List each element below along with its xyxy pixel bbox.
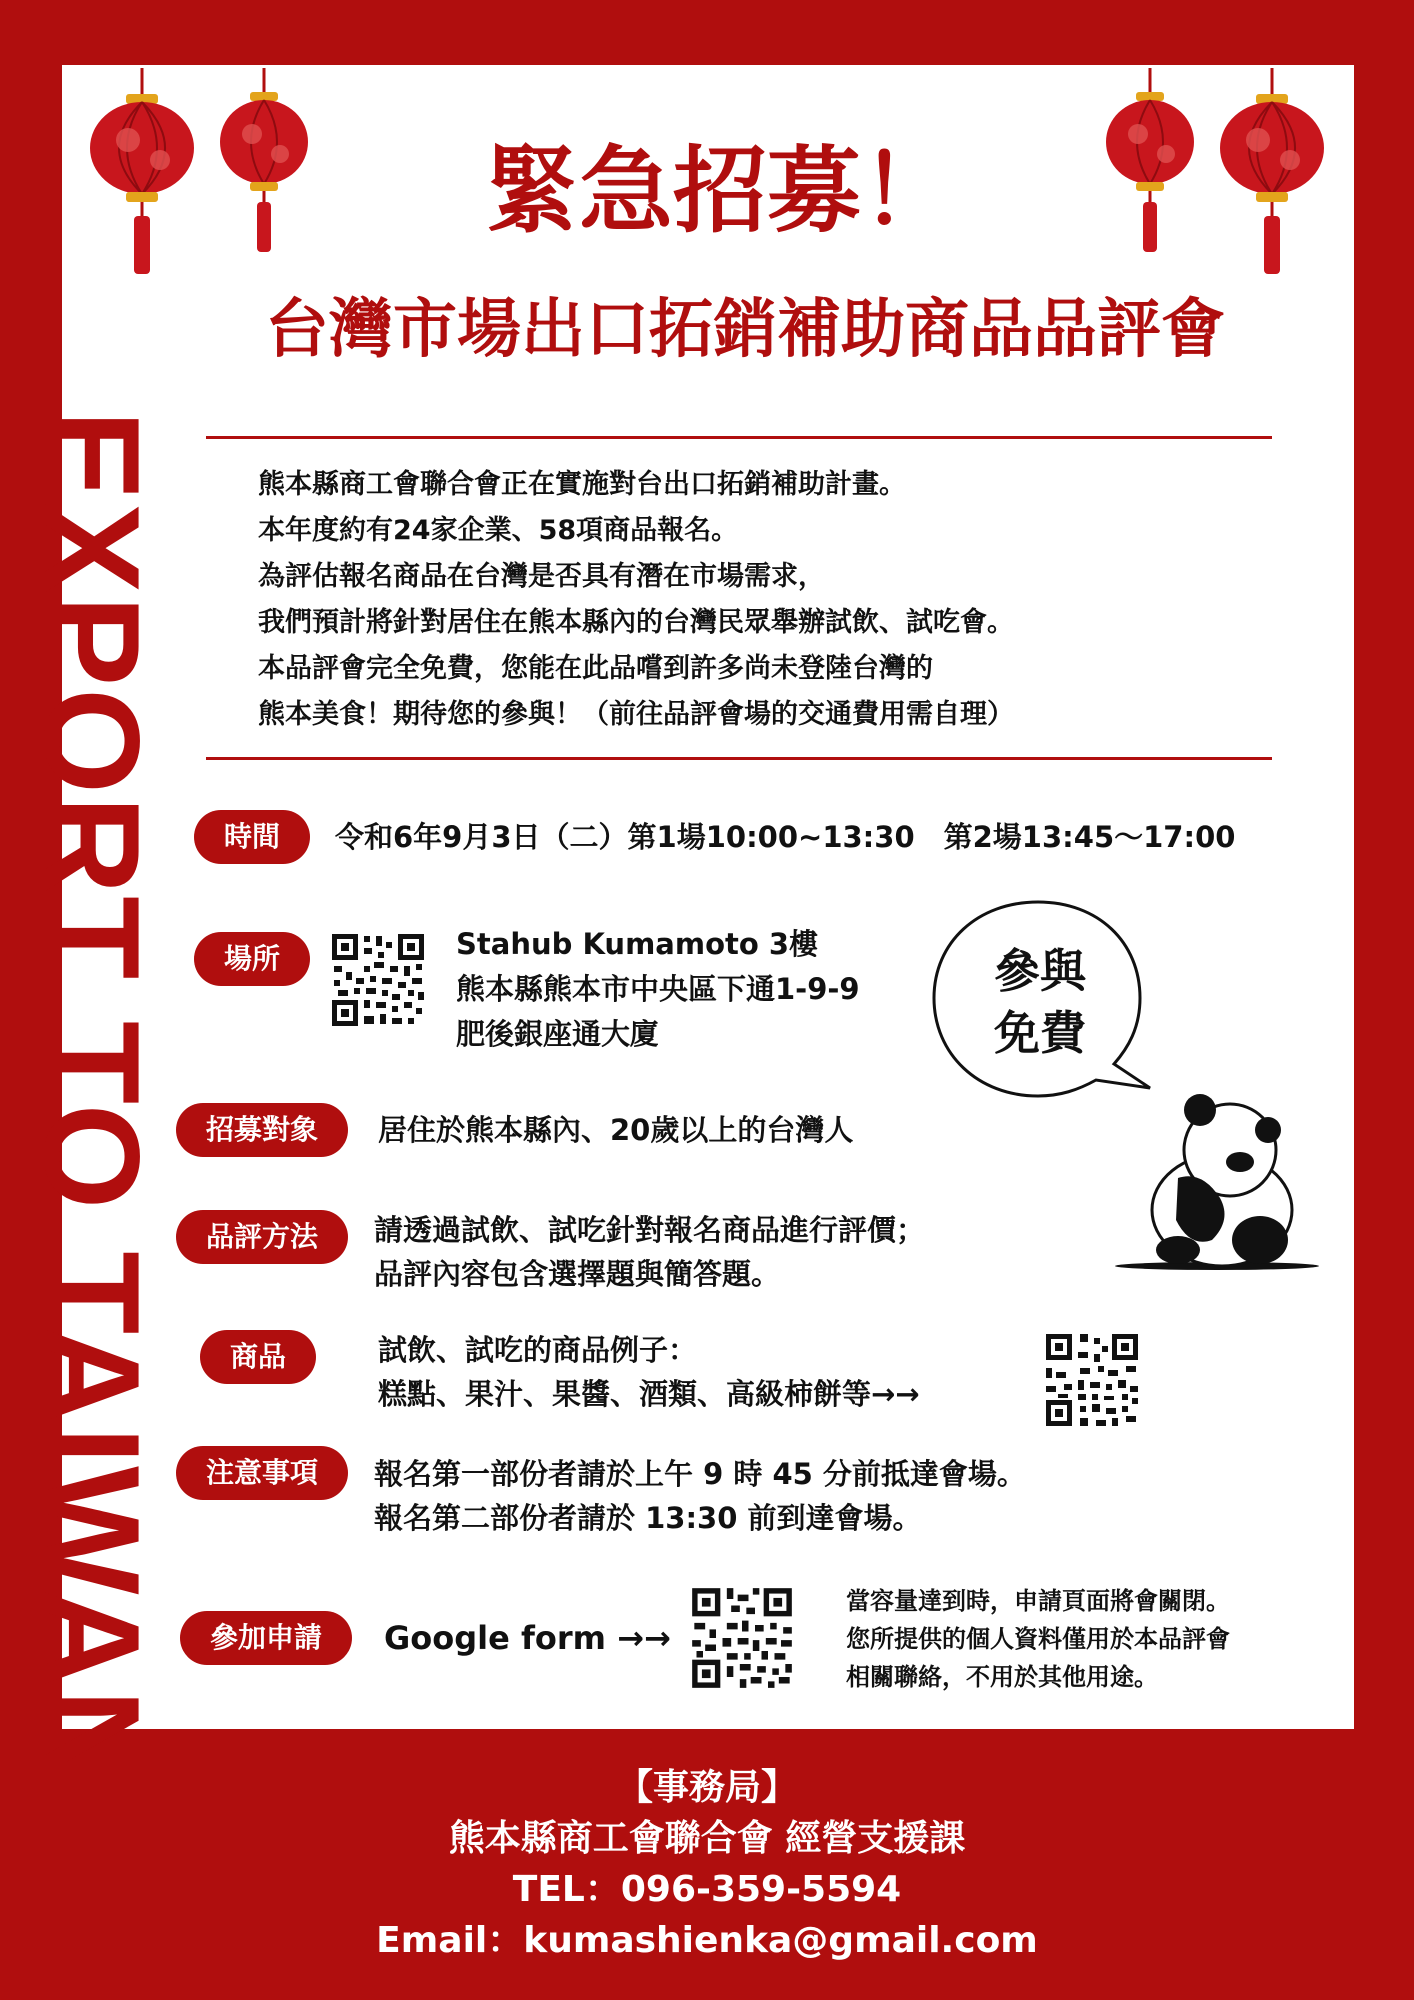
time-badge: 時間: [194, 810, 310, 864]
page-subtitle: 台灣市場出口拓銷補助商品品評會: [265, 293, 1225, 367]
red-lantern-icon: [1218, 68, 1326, 278]
notes-badge: 注意事項: [176, 1446, 348, 1500]
intro-line: 本年度約有24家企業、58項商品報名。: [258, 515, 739, 546]
method-badge: 品評方法: [176, 1210, 348, 1264]
footer-organization: 熊本縣商工會聯合會 經營支援課: [448, 1818, 966, 1859]
intro-line: 我們預計將針對居住在熊本縣內的台灣民眾舉辦試飲、試吃會。: [258, 607, 1014, 638]
venue-line: 肥後銀座通大廈: [456, 1017, 660, 1051]
method-line: 請透過試飲、試吃針對報名商品進行評價；: [374, 1213, 926, 1247]
apply-note-line: 您所提供的個人資料僅用於本品評會: [846, 1625, 1230, 1653]
intro-line: 為評估報名商品在台灣是否具有潛在市場需求，: [258, 561, 825, 592]
venue-line: 熊本縣熊本市中央區下通1-9-9: [456, 972, 860, 1006]
divider: [206, 757, 1272, 760]
apply-note-line: 當容量達到時，申請頁面將會關閉。: [846, 1587, 1230, 1615]
notes-line: 報名第一部份者請於上午 9 時 45 分前抵達會場。: [374, 1457, 1026, 1491]
panda-icon: [1112, 1070, 1322, 1270]
venue-line: Stahub Kumamoto 3樓: [456, 927, 819, 961]
intro-line: 熊本縣商工會聯合會正在實施對台出口拓銷補助計畫。: [258, 469, 906, 500]
intro-line: 本品評會完全免費，您能在此品嚐到許多尚未登陸台灣的: [258, 653, 933, 684]
qr-code-icon: [1044, 1332, 1140, 1428]
footer-office: 【事務局】: [616, 1767, 797, 1808]
footer-phone: TEL：096-359-5594: [512, 1869, 902, 1910]
apply-badge: 參加申請: [180, 1611, 352, 1665]
google-form-link[interactable]: Google form →→: [384, 1619, 671, 1657]
red-lantern-icon: [88, 68, 196, 278]
notes-line: 報名第二部份者請於 13:30 前到達會場。: [374, 1501, 922, 1535]
notes-text: [374, 1452, 1026, 1540]
footer-contact: [0, 1762, 1414, 1966]
side-banner-text: EXPORT TO TAIWAN: [16, 410, 168, 1790]
time-text: 令和6年9月3日（二）第1場10:00~13:30 第2場13:45～17:00: [335, 820, 1236, 854]
qr-code-icon: [690, 1586, 794, 1690]
apply-note-line: 相關聯絡，不用於其他用途。: [846, 1663, 1158, 1691]
venue-address: [456, 922, 860, 1057]
intro-paragraph: [258, 462, 1258, 738]
divider: [206, 436, 1272, 439]
target-text: 居住於熊本縣內、20歲以上的台灣人: [378, 1113, 854, 1147]
method-line: 品評內容包含選擇題與簡答題。: [374, 1257, 781, 1291]
bubble-line: 參與: [994, 944, 1086, 998]
target-badge: 招募對象: [176, 1103, 348, 1157]
intro-line: 熊本美食！期待您的參與！（前往品評會場的交通費用需自理）: [258, 699, 1014, 730]
products-line: 糕點、果汁、果醬、酒類、高級柿餅等→→: [378, 1377, 920, 1411]
page-title: 緊急招募！: [484, 137, 955, 246]
apply-note: [846, 1582, 1230, 1696]
red-lantern-icon: [218, 68, 310, 254]
bubble-line: 免費: [994, 1006, 1086, 1060]
qr-code-icon: [330, 932, 426, 1028]
footer-email[interactable]: Email：kumashienka@gmail.com: [376, 1920, 1038, 1961]
products-badge: 商品: [200, 1330, 316, 1384]
products-text: [378, 1328, 920, 1416]
free-participation-bubble: [940, 940, 1140, 1064]
method-text: [374, 1208, 925, 1296]
venue-badge: 場所: [194, 932, 310, 986]
products-line: 試飲、試吃的商品例子：: [378, 1333, 698, 1367]
